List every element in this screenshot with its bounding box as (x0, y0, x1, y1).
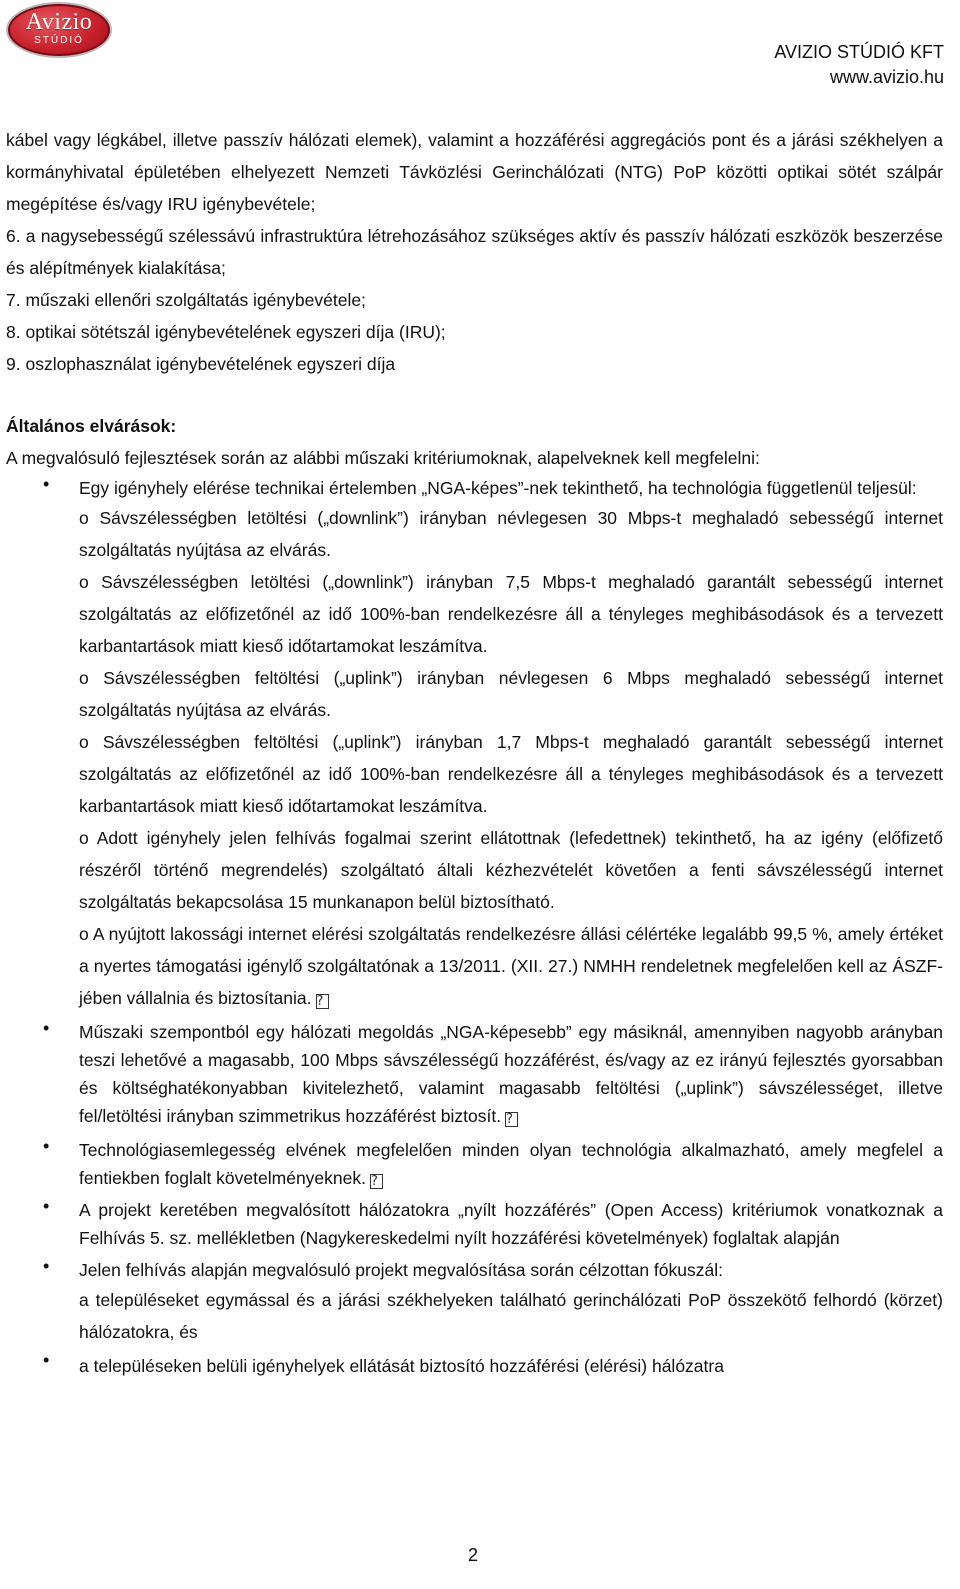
avizio-logo (6, 2, 114, 60)
bullet-text: • Jelen felhívás alapján megvalósuló projekt megvalósítása során célzottan fókuszál: (79, 1260, 723, 1280)
requirements-list (6, 474, 943, 1382)
list-item-9: 9. oszlophasználat igénybevételének egyszeri díja (6, 354, 396, 374)
sub-item: a településeket egymással és a járási székhelyeken található gerinchálózati PoP összekötő felhordó (körzet) hálózatokra, és (79, 1290, 943, 1342)
bullet-text-body: Műszaki szempontból egy hálózati megoldás „NGA-képesebb” egy másiknál, amennyiben nagyobb arányban teszi lehetővé a magasabb, 100 Mbps sávszélességű hozzáférést, és/vagy az ez irányú fejlesztés gyorsabban és költséghatékonyabban kivitelezhető, valamint magasabb feltöltési („uplink”) sávszélességet, illetve fel/letöltési irányban szimmetrikus hozzáférést biztosít. (79, 1022, 943, 1126)
sub-item: o Sávszélességben letöltési („downlink”) irányban névlegesen 30 Mbps-t meghaladó sebességű internet szolgáltatás nyújtása az elvárás. (79, 508, 943, 560)
document-body (6, 124, 943, 1382)
sub-item: o Sávszélességben feltöltési („uplink”) irányban 1,7 Mbps-t meghaladó garantált sebességű internet szolgáltatás az előfizetőnél az idő 100%-ban rendelkezésre áll a tényleges meghibásodások és a tervezett karbantartások miatt kieső időtartamokat leszámítva. (79, 732, 943, 816)
bullet-text: • A projekt keretében megvalósított hálózatokra „nyílt hozzáférés” (Open Access) kritériumok vonatkoznak a Felhívás 5. sz. mellékletben (Nagykereskedelmi nyílt hozzáférési követelmények) foglaltak alapján (79, 1200, 943, 1248)
bullet-text: • Egy igényhely elérése technikai értelemben „NGA-képes”-nek tekinthető, ha technológia függetlenül teljesül: (79, 478, 917, 498)
bullet-text-body: Technológiasemlegesség elvének megfelelően minden olyan technológia alkalmazható, amely megfelel a fentiekben foglalt követelményeknek. (79, 1140, 943, 1188)
sub-item (79, 918, 943, 1014)
bullet-item-focus (6, 1256, 943, 1348)
sub-item-text: o A nyújtott lakossági internet elérési szolgáltatás rendelkezésre állási célértéke legalább 99,5 %, amely értéket a nyertes támogatási igénylő szolgáltatónak a 13/2011. (XII. 27.) NMHH rendeletnek megfelelően kell az ÁSZF-jében vállalnia és biztosítania. (79, 924, 943, 1008)
bullet-item-technology-neutral (6, 1136, 943, 1192)
bullet-item-nga-capable (6, 1018, 943, 1130)
check-icon: ? (316, 994, 329, 1009)
company-url: www.avizio.hu (829, 67, 944, 87)
bullet-text: • a településeken belüli igényhelyek ellátását biztosító hozzáférési (elérési) hálózatra (79, 1356, 724, 1376)
logo-subtitle: STÚDIÓ (34, 35, 84, 46)
logo-name: Avizio (25, 9, 93, 35)
page-number: 2 (467, 1545, 478, 1565)
sub-item: o Sávszélességben feltöltési („uplink”) irányban névlegesen 6 Mbps meghaladó sebességű internet szolgáltatás nyújtása az elvárás. (79, 668, 943, 720)
company-info (774, 40, 944, 90)
bullet-text (79, 1018, 943, 1130)
bullet-item-access-network (6, 1350, 943, 1382)
list-continuation: kábel vagy légkábel, illetve passzív hálózati elemek), valamint a hozzáférési aggregációs pont és a járási székhelyen a kormányhivatal épületében elhelyezett Nemzeti Távközlési Gerinchálózati (NTG) PoP közötti optikai sötét szálpár megépítése és/vagy IRU igénybevétele; (6, 130, 943, 214)
list-item-8: 8. optikai sötétszál igénybevételének egyszeri díja (IRU); (6, 322, 446, 342)
list-item-6: 6. a nagysebességű szélessávú infrastruktúra létrehozásához szükséges aktív és passzív hálózati eszközök beszerzése és alépítmények kialakítása; (6, 226, 943, 278)
check-icon: ? (370, 1174, 383, 1189)
company-name: AVIZIO STÚDIÓ KFT (774, 42, 944, 62)
bullet-text (79, 1136, 943, 1192)
bullet-item-open-access (6, 1196, 943, 1252)
list-item-7: 7. műszaki ellenőri szolgáltatás igénybevétele; (6, 290, 366, 310)
section-heading: Általános elvárások: (6, 416, 177, 436)
sub-item: o Sávszélességben letöltési („downlink”) irányban 7,5 Mbps-t meghaladó garantált sebességű internet szolgáltatás az előfizetőnél az idő 100%-ban rendelkezésre áll a tényleges meghibásodások és a tervezett karbantartások miatt kieső időtartamokat leszámítva. (79, 572, 943, 656)
spacer (6, 380, 943, 410)
sub-item: o Adott igényhely jelen felhívás fogalmai szerint ellátottnak (lefedettnek) tekinthető, ha az igény (előfizető részéről történő megrendelés) szolgáltató általi kézhezvételét követően a fenti sávszélességű internet szolgáltatás bekapcsolása 15 munkanapon belül biztosítható. (79, 828, 943, 912)
bullet-item-nga (6, 474, 943, 1014)
check-icon: ? (505, 1112, 518, 1127)
section-intro: A megvalósuló fejlesztések során az alábbi műszaki kritériumoknak, alapelveknek kell megfelelni: (6, 448, 760, 468)
